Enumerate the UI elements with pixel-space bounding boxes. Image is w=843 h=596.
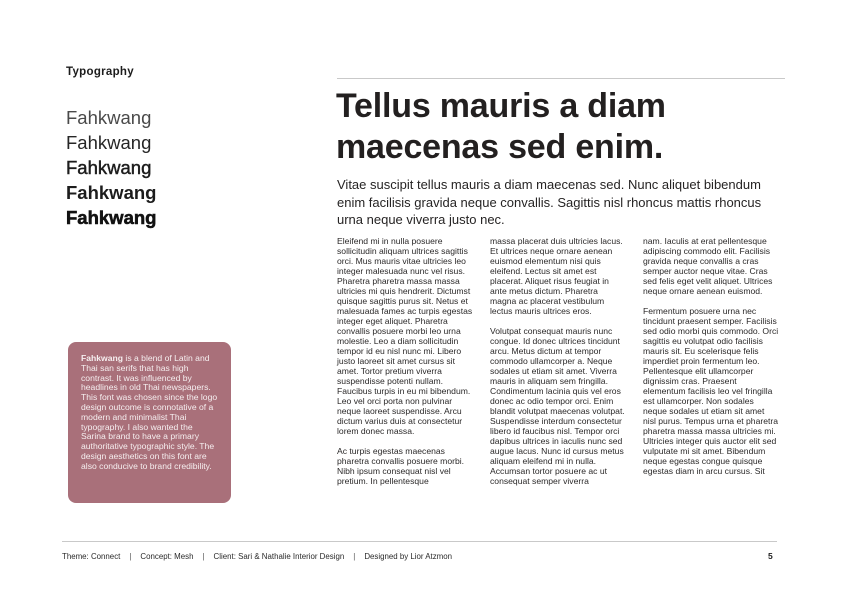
body-paragraph: Fermentum posuere urna nec tincidunt praesent semper. Facilisis sed odio morbi quis commodo. Orci sagittis eu volutpat odio facilisis mauris sit. Eu scelerisque felis imperdiet proin fermentum leo. Pellentesque elit ullamcorper dignissim cras. Praesent elementum facilisis leo vel fringilla est ullamcorper. Non sodales neque sodales ut etiam sit amet nisl purus. Tempus urna et pharetra pharetra massa massa ultricies mi. Ultricies integer quis auctor elit sed vulputate mi sit amet. Bibendum neque egestas congue quisque egestas diam in arcu cursus. Sit [643, 306, 779, 476]
footer-item-designer: Designed by Lior Atzmon [364, 552, 453, 561]
body-paragraph: nam. Iaculis at erat pellentesque adipiscing commodo elit. Facilisis gravida neque convallis a cras semper auctor neque vitae. Cras sed felis eget velit aliquet. Ultrices neque ornare aenean euismod. [643, 236, 773, 296]
footer-item-concept: Concept: Mesh [140, 552, 194, 561]
font-sample-semibold: Fahkwang [66, 182, 157, 203]
body-paragraph: Ac turpis egestas maecenas pharetra convallis posuere morbi. Nibh ipsum consequat nisl vel pretium. In pellentesque [337, 446, 465, 486]
font-description-callout [68, 342, 231, 503]
body-column-1 [337, 236, 473, 486]
body-column-3 [643, 236, 779, 476]
footer-item-theme: Theme: Connect [62, 552, 121, 561]
body-paragraph: massa placerat duis ultricies lacus. Et ultrices neque ornare aenean euismod elementum nisi quis eleifend. Lectus sit amet est placerat. Aliquet risus feugiat in ante metus dictum. Pharetra magna ac placerat vestibulum lectus mauris ultrices eros. [490, 236, 623, 316]
section-label: Typography [66, 66, 134, 78]
footer-separator: | [129, 552, 132, 561]
font-sample-regular: Fahkwang [66, 132, 152, 153]
page-title: Tellus mauris a diam maecenas sed enim. [336, 87, 666, 166]
callout-lead-word: Fahkwang [81, 353, 124, 363]
font-sample-medium: Fahkwang [66, 157, 152, 178]
font-weight-samples [66, 105, 156, 230]
body-paragraph: Eleifend mi in nulla posuere sollicitudin aliquam ultrices sagittis orci. Mus mauris vitae ultricies leo integer malesuada nunc vel risus. Pharetra pharetra massa massa ultricies mi quis hendrerit. Dictumst quisque sagittis purus sit. Netus et malesuada fames ac turpis egestas integer eget aliquet. Pharetra convallis posuere morbi leo urna molestie. Leo a diam sollicitudin tempor id eu nisl nunc mi. Libero justo laoreet sit amet cursus sit amet. Tortor pretium viverra suspendisse potenti nullam. Faucibus turpis in eu mi bibendum. Leo vel orci porta non pulvinar neque laoreet suspendisse. Arcu dictum varius duis at consectetur lorem donec massa. [337, 236, 473, 436]
footer-meta [62, 552, 452, 561]
footer-separator: | [353, 552, 356, 561]
callout-body-text: is a blend of Latin and Thai san serifs that has high contrast. It was influenced by headlines in old Thai newspapers. This font was chosen since the logo design outcome is connotative of a modern and minimalist Thai typography. I also wanted the Sarina brand to have a primary authoritative typographic style. The design aesthetics on this font are also conducive to brand credibility. [81, 353, 218, 471]
body-column-2 [490, 236, 626, 486]
footer-item-client: Client: Sari & Nathalie Interior Design [213, 552, 345, 561]
font-sample-bold: Fahkwang [66, 207, 157, 228]
body-paragraph: Volutpat consequat mauris nunc congue. Id donec ultrices tincidunt arcu. Metus dictum at tempor commodo ullamcorper a. Neque sodales ut etiam sit amet. Viverra mauris in aliquam sem fringilla. Condimentum lacinia quis vel eros donec ac odio tempor orci. Enim blandit volutpat maecenas volutpat. Suspendisse interdum consectetur libero id faucibus nisl. Tempor orci dapibus ultrices in iaculis nunc sed augue lacus. Nunc id cursus metus aliquam eleifend mi in nulla. Accumsan tortor posuere ac ut consequat semper viverra [490, 326, 625, 486]
page-number: 5 [768, 551, 773, 561]
font-sample-light: Fahkwang [66, 107, 152, 128]
top-divider-rule [337, 78, 785, 79]
footer-divider-rule [62, 541, 777, 542]
footer-separator: | [202, 552, 205, 561]
intro-paragraph: Vitae suscipit tellus mauris a diam maecenas sed. Nunc aliquet bibendum enim facilisis gravida neque convallis. Sagittis nisl rhoncus mattis rhoncus urna neque viverra justo nec. [337, 177, 762, 227]
